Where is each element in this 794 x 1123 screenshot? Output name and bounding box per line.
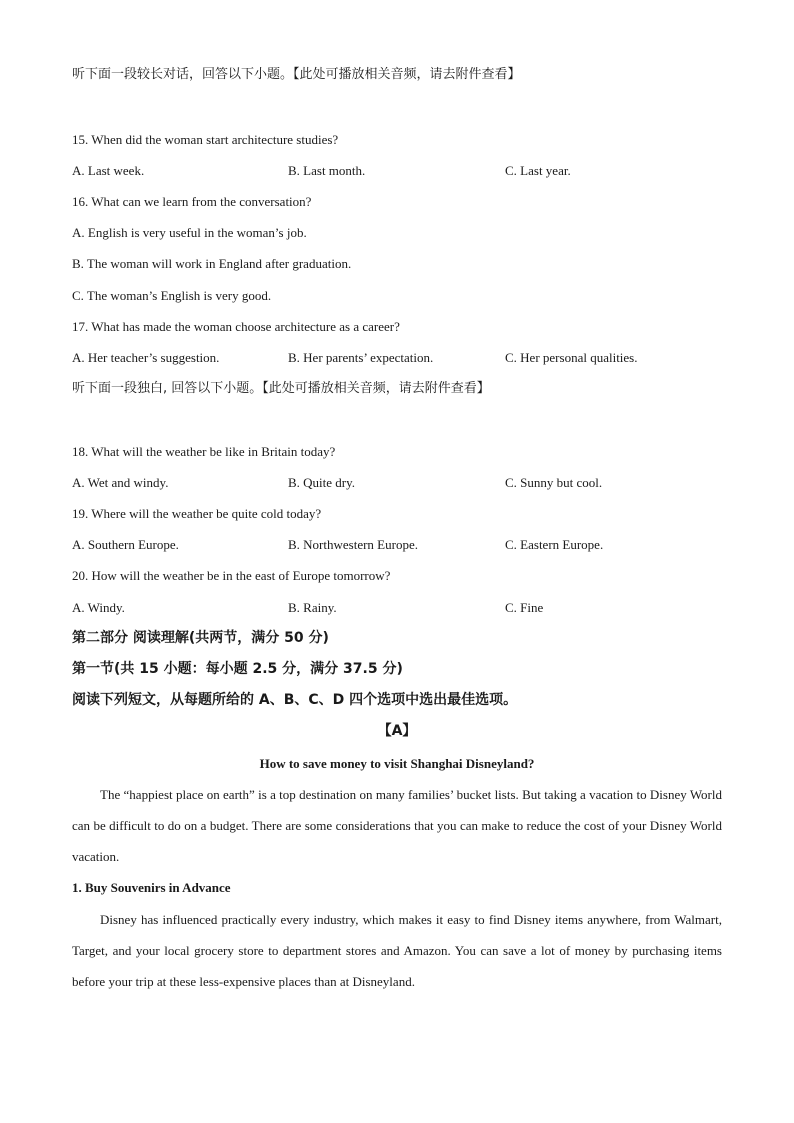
question-18-option-a: A. Wet and windy.	[72, 475, 169, 490]
question-18-stem: 18. What will the weather be like in Britain today?	[72, 444, 336, 459]
passage-title: How to save money to visit Shanghai Disneyland?	[259, 756, 535, 771]
passage-subheading-1: 1. Buy Souvenirs in Advance	[72, 880, 231, 895]
question-20-option-b: B. Rainy.	[288, 600, 337, 615]
question-17-option-c: C. Her personal qualities.	[505, 350, 638, 365]
question-15-option-a: A. Last week.	[72, 163, 145, 178]
question-19-option-c: C. Eastern Europe.	[505, 537, 604, 552]
question-16-option-a: A. English is very useful in the woman’s job.	[72, 225, 307, 240]
question-20-option-c: C. Fine	[505, 600, 544, 615]
question-17-option-b: B. Her parents’ expectation.	[288, 350, 434, 365]
question-17-option-a: A. Her teacher’s suggestion.	[72, 350, 220, 365]
question-19-option-b: B. Northwestern Europe.	[288, 537, 418, 552]
listening-instruction-2: 听下面一段独白, 回答以下小题。【此处可播放相关音频，请去附件查看】	[72, 381, 490, 396]
reading-instruction: 阅读下列短文，从每题所给的 A、B、C、D 四个选项中选出最佳选项。	[72, 692, 518, 708]
part-two-title: 第二部分 阅读理解(共两节，满分 50 分)	[72, 630, 329, 646]
passage-paragraph-2: Disney has influenced practically every industry, which makes it easy to find Disney items anywhere, from Walmart, Target, and your local grocery store to department stores and Amazon. You can save a lot of money by purchasing items before your trip at these less-expensive places than at Disneyland.	[72, 912, 722, 989]
question-15-option-b: B. Last month.	[288, 163, 366, 178]
question-19-option-a: A. Southern Europe.	[72, 537, 179, 552]
question-20-option-a: A. Windy.	[72, 600, 125, 615]
question-20-stem: 20. How will the weather be in the east of Europe tomorrow?	[72, 568, 391, 583]
question-15-option-c: C. Last year.	[505, 163, 571, 178]
listening-instruction-1: 听下面一段较长对话，回答以下小题。【此处可播放相关音频，请去附件查看】	[72, 67, 521, 82]
question-17-stem: 17. What has made the woman choose architecture as a career?	[72, 319, 400, 334]
question-18-option-c: C. Sunny but cool.	[505, 475, 603, 490]
question-16-option-c: C. The woman’s English is very good.	[72, 288, 272, 303]
question-16-stem: 16. What can we learn from the conversation?	[72, 194, 312, 209]
passage-paragraph-1: The “happiest place on earth” is a top destination on many families’ bucket lists. But taking a vacation to Disney World can be difficult to do on a budget. There are some considerations that you can make to reduce the cost of your Disney World vacation.	[72, 787, 722, 864]
question-19-stem: 19. Where will the weather be quite cold today?	[72, 506, 322, 521]
passage-label: 【A】	[377, 723, 417, 739]
section-one-title: 第一节(共 15 小题：每小题 2.5 分，满分 37.5 分)	[72, 661, 403, 677]
question-16-option-b: B. The woman will work in England after graduation.	[72, 256, 352, 271]
question-18-option-b: B. Quite dry.	[288, 475, 356, 490]
question-15-stem: 15. When did the woman start architecture studies?	[72, 132, 339, 147]
